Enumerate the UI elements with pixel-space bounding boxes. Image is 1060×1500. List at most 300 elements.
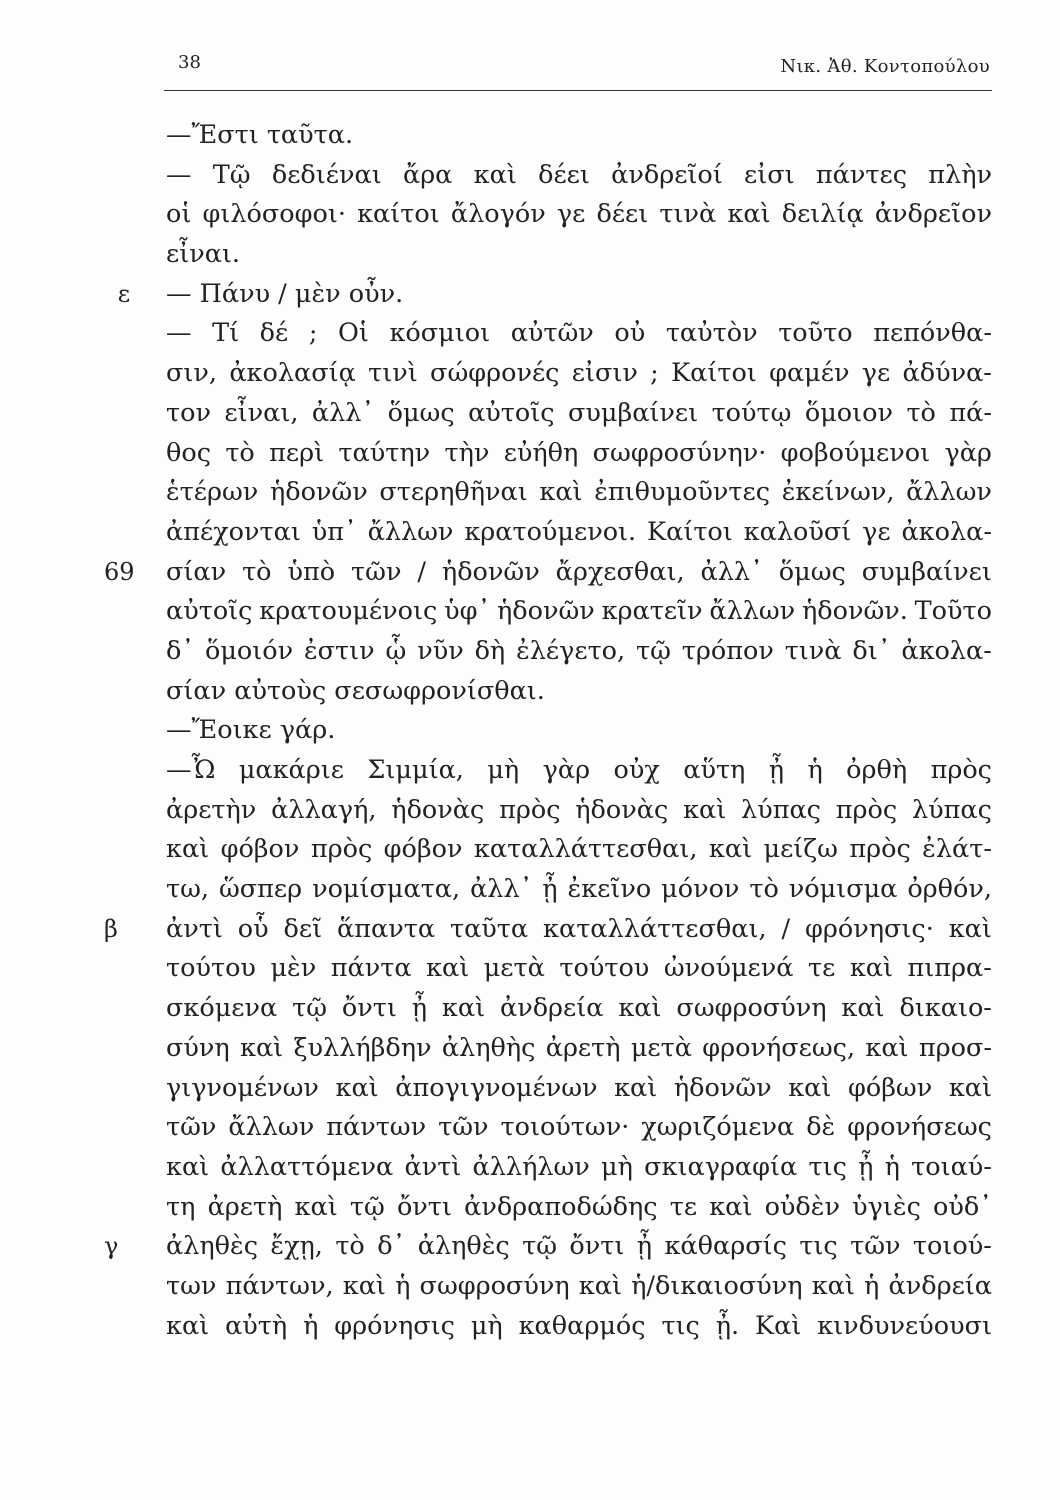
word: πεπόνθα- <box>873 318 992 349</box>
line-text <box>166 592 992 632</box>
line-text <box>166 1148 992 1188</box>
word: ἄλλων <box>367 516 454 547</box>
line-text <box>166 949 992 989</box>
word: τοῦτο <box>778 318 853 349</box>
word: ; <box>650 358 659 389</box>
word: μὲν <box>270 953 317 984</box>
word: εἶναι, <box>224 397 299 428</box>
word: τούτου <box>559 953 650 984</box>
word: ἡδονὰς <box>391 794 485 825</box>
word: ἐκεῖνο <box>567 874 652 905</box>
word: δέει <box>538 159 590 190</box>
word: ἐπιθυμοῦντες <box>594 477 771 508</box>
word: τῶν <box>166 1112 217 1143</box>
word: μείζω <box>763 834 838 865</box>
word: καὶ <box>166 834 210 865</box>
word: συμβαίνει <box>861 556 992 587</box>
word: καὶ <box>539 477 583 508</box>
word: τῷ <box>292 993 327 1024</box>
word: ἡ <box>395 1270 411 1301</box>
line-text <box>166 1188 992 1228</box>
text-line <box>166 711 992 751</box>
text-line <box>117 275 992 315</box>
word: γὰρ <box>944 437 992 468</box>
word: ἐλάτ- <box>922 834 992 865</box>
word: τὸ <box>242 556 272 587</box>
word: Σιμμία, <box>367 755 464 785</box>
word: ὑγιὲς <box>852 1191 921 1222</box>
line-text: —Ἔοικε γάρ. <box>166 715 336 746</box>
word: δειλίᾳ <box>781 199 864 230</box>
word: τινὰ <box>784 635 842 666</box>
word: καὶ <box>426 953 470 984</box>
word: αὐτοῖς <box>468 397 555 428</box>
line-text: σίαν αὐτοὺς σεσωφρονίσθαι. <box>166 675 545 706</box>
word: ἀλλ᾽ <box>311 397 375 428</box>
word: καὶ <box>166 1310 210 1341</box>
word: πά- <box>949 397 992 428</box>
word: καὶ <box>240 1032 284 1063</box>
word: φρόνησις <box>334 1310 455 1341</box>
word: οὐχ <box>613 755 660 785</box>
word: καὶ <box>342 1270 386 1301</box>
word: ἀντὶ <box>404 1151 462 1182</box>
word: τω, <box>166 874 210 905</box>
word: δ᾽ <box>166 635 195 666</box>
word: οὗ <box>237 913 269 944</box>
word: δικαιο- <box>899 993 992 1024</box>
word: πιπρα- <box>907 953 992 984</box>
word: συμβαίνει <box>567 397 699 428</box>
word: καὶ <box>294 1191 338 1222</box>
word: ἡ <box>807 755 823 785</box>
word: σωφροσύνην· <box>592 437 767 468</box>
word: μὴ <box>470 1310 503 1341</box>
text-line <box>166 156 992 196</box>
word: ἡδονῶν <box>673 1072 772 1103</box>
line-text <box>166 314 992 354</box>
word: ὀρθόν, <box>907 874 992 905</box>
word: φοβούμενοι <box>780 437 931 468</box>
word: τις <box>808 1151 847 1182</box>
word: τὸ <box>225 437 255 468</box>
word: ὄντι <box>396 1191 452 1222</box>
word: φρόνησις· <box>805 913 934 944</box>
word: ἅπαντα <box>337 913 436 944</box>
word: ἀντὶ <box>166 913 223 944</box>
word: νομίσματα, <box>312 874 461 905</box>
word: ἀρετὴ <box>207 1191 283 1222</box>
word: σίαν <box>166 556 227 587</box>
text-line <box>166 672 992 712</box>
word: γε <box>862 516 891 547</box>
line-text <box>166 513 992 553</box>
word: ὥσπερ <box>218 874 303 905</box>
word: ἀνδραποδώδης <box>464 1191 658 1222</box>
word: ἀληθὲς <box>417 1231 510 1262</box>
word: σώφρονές <box>430 358 560 389</box>
margin-reference: β <box>104 914 118 943</box>
word: ἀνδρεία <box>888 1270 992 1301</box>
word: καὶ <box>727 199 771 230</box>
word: μὴ <box>487 755 520 785</box>
word: γε <box>556 199 586 230</box>
word: εἰσιν <box>571 358 638 389</box>
word: τρόπον <box>681 635 774 666</box>
line-text <box>166 1267 992 1307</box>
word: καθαρμός <box>518 1310 646 1341</box>
word: ὄντι <box>569 1231 625 1262</box>
word: τὴν <box>444 437 490 468</box>
word: τοιού- <box>912 1231 992 1262</box>
word: καὶ <box>708 834 753 865</box>
word: θος <box>166 437 211 468</box>
word: νόμισμα <box>788 874 898 905</box>
word: των <box>166 1270 217 1301</box>
word: ; <box>308 318 318 349</box>
line-text <box>166 1108 992 1148</box>
word: Τί <box>212 318 240 349</box>
word: δι᾽ <box>852 635 891 666</box>
word: ᾖ <box>542 874 558 905</box>
word: ξυλλήβδην <box>293 1032 432 1063</box>
text-line <box>166 1069 992 1109</box>
word: καταλλάττεσθαι, <box>543 913 767 944</box>
word: σωφροσύνη <box>676 993 827 1024</box>
word: τινὶ <box>368 358 418 389</box>
line-text <box>166 156 992 196</box>
word: τὸ <box>906 397 936 428</box>
word: τῷ <box>349 1191 385 1222</box>
word: ὅμως <box>387 397 455 428</box>
word: ὑπὸ <box>287 556 336 587</box>
word: καὶ <box>709 1191 753 1222</box>
text-line <box>166 195 992 235</box>
word: ἀλλαγή, <box>271 794 377 825</box>
line-text <box>166 830 992 870</box>
word: ταύτην <box>338 437 431 468</box>
word: ὠνούμενά <box>663 953 794 984</box>
word: ἀκολα- <box>901 635 992 666</box>
word: ἡδονῶν <box>441 556 540 587</box>
text-line <box>166 592 992 632</box>
text-line <box>166 870 992 910</box>
word: αὕτη <box>683 755 746 785</box>
word: πρὸς <box>930 755 992 785</box>
word: πρὸς <box>835 794 898 825</box>
word: τοιαύ- <box>911 1151 992 1182</box>
word: σκιαγραφία <box>644 1151 798 1182</box>
word: ᾧ <box>385 635 407 666</box>
word: φρονήσεως <box>847 1112 992 1143</box>
word: αὐτὴ <box>225 1310 288 1341</box>
word: ἀδύνα- <box>902 358 992 389</box>
word: περὶ <box>269 437 325 468</box>
word: σύνη <box>166 1032 230 1063</box>
line-text <box>166 434 992 474</box>
text-line <box>104 553 992 593</box>
word: πάντα <box>330 953 412 984</box>
word: ἀνδρεῖον <box>874 199 992 230</box>
word: κρατούμενοι. <box>464 516 637 547</box>
word: μετὰ <box>630 1032 692 1063</box>
line-text <box>166 791 992 831</box>
word: καὶ <box>166 1151 210 1182</box>
word: ἐκείνων, <box>781 477 895 508</box>
word: καταλλάττεσθαι, <box>473 834 698 865</box>
line-text <box>166 473 992 513</box>
word: τῶν <box>438 1112 489 1143</box>
word: κρατουμένοις <box>259 596 438 627</box>
word: ἀλλαττόμενα <box>220 1151 394 1182</box>
word: μακάριε <box>238 755 344 785</box>
word: μὴ <box>601 1151 633 1182</box>
word: στερηθῆναι <box>379 477 528 508</box>
word: ἀκολα- <box>901 516 992 547</box>
text-line <box>166 394 992 434</box>
word: λύπας <box>911 794 992 825</box>
text-line <box>166 354 992 394</box>
word: καὶ <box>335 1072 379 1103</box>
word: ᾖ. <box>715 1310 740 1341</box>
word: καίτοι <box>357 199 440 230</box>
word: δέ <box>259 318 289 349</box>
word: καὶ <box>788 1072 832 1103</box>
word: ᾖ <box>858 1151 874 1182</box>
line-text: —Ἔστι ταῦτα. <box>166 120 354 150</box>
word: ἀκολασίᾳ <box>229 358 356 389</box>
word: φρονήσεως, <box>702 1032 856 1063</box>
word: καὶ <box>865 1032 909 1063</box>
word: ἀληθὲς <box>166 1231 258 1262</box>
word: τὸ <box>749 874 779 905</box>
word: ἡδονῶν <box>269 477 368 508</box>
word: κρατεῖν <box>601 596 703 627</box>
word: ἄλλων <box>709 596 796 627</box>
word: καὶ <box>441 993 486 1024</box>
text-line <box>166 1148 992 1188</box>
word: χωριζόμενα <box>641 1112 795 1143</box>
word: κινδυνεύουσι <box>817 1310 992 1341</box>
text-body <box>104 116 992 1346</box>
word: — <box>166 159 192 190</box>
word: σιν, <box>166 358 218 389</box>
word: τινὰ <box>659 199 717 230</box>
text-line <box>166 116 992 156</box>
word: ὅμοιόν <box>204 635 294 666</box>
text-line <box>166 1108 992 1148</box>
word: προσ- <box>918 1032 992 1063</box>
word: ἄλλων <box>228 1112 315 1143</box>
word: οἱ <box>166 199 192 230</box>
word: μετὰ <box>483 953 545 984</box>
margin-reference: γ <box>104 1232 119 1261</box>
word: ᾖ <box>411 993 428 1024</box>
text-line <box>166 1267 992 1307</box>
text-line <box>166 791 992 831</box>
word: ἀνδρεῖοί <box>611 159 723 190</box>
margin-reference: 69 <box>104 557 135 586</box>
text-line <box>166 434 992 474</box>
line-text <box>166 195 992 235</box>
word: Καίτοι <box>647 516 733 547</box>
word: Τοῦτο <box>914 596 992 627</box>
line-text: εἶναι. <box>166 239 241 270</box>
text-line <box>104 910 992 950</box>
word: ὀρθὴ <box>846 755 908 785</box>
word: πρὸς <box>310 834 373 865</box>
line-text <box>166 870 992 910</box>
word: οὐ <box>614 318 646 349</box>
word: ἀρετὴ <box>545 1032 621 1063</box>
word: φόβων <box>847 1072 933 1103</box>
word: κόσμιοι <box>389 318 491 349</box>
word: καὶ <box>811 1270 855 1301</box>
word: αὐτῶν <box>510 318 594 349</box>
line-text <box>166 989 992 1029</box>
word: Καίτοι <box>671 358 757 389</box>
word: καὶ <box>948 1072 992 1103</box>
word: — <box>166 318 192 349</box>
word: τῶν <box>351 556 402 587</box>
line-text <box>166 553 992 593</box>
line-text <box>166 1227 992 1267</box>
word: ἀλλ᾽ <box>470 874 533 905</box>
word: τις <box>661 1310 700 1341</box>
line-text <box>166 910 992 950</box>
word: εὐήθη <box>503 437 579 468</box>
word: πάντων, <box>225 1270 334 1301</box>
word: σκόμενα <box>166 993 278 1024</box>
text-line <box>166 1029 992 1069</box>
word: δὲ <box>806 1112 836 1143</box>
word: τον <box>166 397 211 428</box>
word: φόβον <box>383 834 463 865</box>
word: καλοῦσί <box>743 516 852 547</box>
text-line <box>166 949 992 989</box>
page-header <box>164 50 992 91</box>
word: ἔχῃ, <box>270 1231 323 1262</box>
word: ὅμοιον <box>804 397 894 428</box>
text-line <box>166 989 992 1029</box>
word: πρὸς <box>499 794 561 825</box>
word: ἀλλήλων <box>472 1151 590 1182</box>
line-text <box>166 632 992 672</box>
word: ἀρετὴν <box>166 794 257 825</box>
word: λύπας <box>741 794 821 825</box>
line-text <box>166 354 992 394</box>
word: ἡ <box>864 1270 880 1301</box>
word: νῦν <box>417 635 464 666</box>
word: ἀπογιγνομένων <box>395 1072 598 1103</box>
word: καὶ <box>683 794 727 825</box>
word: ταῦτα <box>449 913 529 944</box>
word: αὐτοῖς <box>166 596 253 627</box>
word: Τῷ <box>212 159 251 190</box>
running-head: Νικ. Ἀθ. Κοντοπούλου <box>780 56 990 77</box>
word: τὸ <box>335 1231 365 1262</box>
word: σωφροσύνη <box>419 1270 570 1301</box>
word: καὶ <box>614 1072 658 1103</box>
text-line <box>166 235 992 275</box>
line-text <box>166 394 992 434</box>
word: τε <box>669 1191 698 1222</box>
word: τούτου <box>166 953 256 984</box>
word: ἄρχεσθαι, <box>555 556 685 587</box>
word: ἀπέχονται <box>166 516 301 547</box>
word: / <box>417 556 426 587</box>
word: ἐστιν <box>303 635 375 666</box>
word: ᾖ <box>768 755 785 785</box>
word: ἀληθὴς <box>441 1032 536 1063</box>
word: οὐδὲν <box>764 1191 840 1222</box>
word: ἡ <box>303 1310 319 1341</box>
word: πρὸς <box>849 834 911 865</box>
word: / <box>781 913 791 944</box>
text-line <box>166 513 992 553</box>
text-line <box>166 632 992 672</box>
word: ὄντι <box>341 993 397 1024</box>
word: ἄρα <box>402 159 453 190</box>
word: ᾖ <box>636 1231 653 1262</box>
line-text: — Πάνυ / μὲν οὖν. <box>166 278 404 309</box>
word: δεῖ <box>283 913 323 944</box>
word: ἄλλων <box>906 477 992 508</box>
word: τῷ <box>636 635 671 666</box>
text-line <box>166 314 992 354</box>
word: φαμέν <box>769 358 850 389</box>
word: καὶ <box>849 953 893 984</box>
word: καὶ <box>578 1270 622 1301</box>
word: γιγνομένων <box>166 1072 319 1103</box>
word: οὐδ᾽ <box>933 1191 992 1222</box>
text-line <box>166 830 992 870</box>
word: —Ὦ <box>166 755 216 785</box>
word: ἡ/δικαιοσύνη <box>631 1270 803 1301</box>
word: καὶ <box>473 159 517 190</box>
word: τῷ <box>522 1231 558 1262</box>
line-text <box>166 1307 992 1347</box>
text-line <box>166 473 992 513</box>
word: τούτῳ <box>711 397 792 428</box>
text-line <box>166 1188 992 1228</box>
word: καὶ <box>841 993 885 1024</box>
word: δέει <box>596 199 649 230</box>
word: ἐλέγετο, <box>516 635 626 666</box>
word: Οἱ <box>338 318 369 349</box>
word: ἀνδρεία <box>499 993 604 1024</box>
word: γὰρ <box>542 755 591 785</box>
word: τῶν <box>850 1231 901 1262</box>
line-text <box>166 1029 992 1069</box>
text-line <box>104 1227 992 1267</box>
word: κάθαρσίς <box>664 1231 787 1262</box>
word: ἑτέρων <box>166 477 259 508</box>
word: δὴ <box>474 635 506 666</box>
word: ἡδονὰς <box>575 794 669 825</box>
text-line <box>166 751 992 791</box>
word: τη <box>166 1191 196 1222</box>
word: πάντες <box>815 159 908 190</box>
word: ἀλλ᾽ <box>700 556 763 587</box>
line-text <box>166 751 992 791</box>
word: τε <box>808 953 836 984</box>
word: πάντων <box>326 1112 427 1143</box>
word: ὅμως <box>778 556 846 587</box>
margin-reference: ε <box>117 279 131 308</box>
word: μόνον <box>661 874 740 905</box>
word: ὑπ᾽ <box>311 516 357 547</box>
